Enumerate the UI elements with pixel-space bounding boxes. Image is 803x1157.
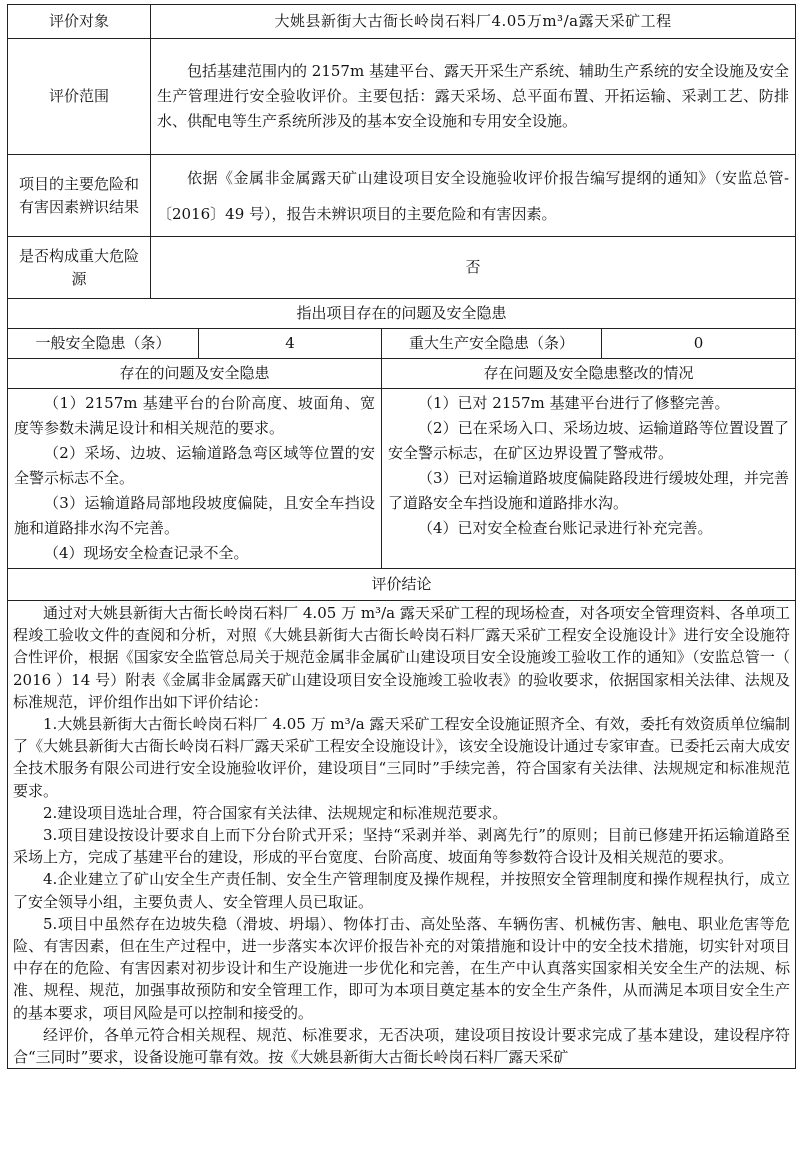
hazards-cell <box>151 155 796 237</box>
general-hazard-count: 4 <box>199 329 382 359</box>
general-hazard-label: 一般安全隐患（条） <box>8 329 199 359</box>
problem-item: （1）2157m 基建平台的台阶高度、坡面角、宽度等参数未满足设计和相关规范的要求。 <box>14 394 375 437</box>
problem-item: （2）采场、边坡、运输道路急弯区域等位置的安全警示标志不全。 <box>14 444 375 487</box>
conclusion-paragraph: 4.企业建立了矿山安全生产责任制、安全生产管理制度及操作规程，并按照安全管理制度和操作规程执行，成立了安全领导小组，主要负责人、安全管理人员已取证。 <box>13 870 791 911</box>
rectify-header: 存在问题及安全隐患整改的情况 <box>382 359 796 389</box>
row-issues-title <box>8 299 796 329</box>
row-major-hazard <box>8 237 796 299</box>
conclusion-paragraph: 经评价，各单元符合相关规程、规范、标准要求，无否决项，建设项目按设计要求完成了基本建设，建设程序符合“三同时”要求，设备设施可靠有效。按《大姚县新街大古衙长岭岗石料厂露天采矿 <box>13 1025 791 1067</box>
problem-item: （4）现场安全检查记录不全。 <box>44 544 249 562</box>
row-conclusion-body <box>8 601 796 1069</box>
eval-object-label: 评价对象 <box>8 5 151 39</box>
problems-list <box>8 389 382 569</box>
problem-item: （3）运输道路局部地段坡度偏陡，且安全车挡设施和道路排水沟不完善。 <box>14 494 375 537</box>
row-eval-object <box>8 5 796 39</box>
major-hazard-label: 是否构成重大危险源 <box>8 237 151 299</box>
major-hazard-count: 0 <box>602 329 796 359</box>
eval-scope-cell <box>151 39 796 155</box>
eval-scope-label: 评价范围 <box>8 39 151 155</box>
rectification-item: （2）已在采场入口、采场边坡、运输道路等位置设置了安全警示标志，在矿区边界设置了警戒带。 <box>388 419 790 462</box>
row-issue-lists <box>8 389 796 569</box>
eval-object-value: 大姚县新街大古衙长岭岗石料厂4.05万m³/a露天采矿工程 <box>151 5 796 39</box>
rectifications-list <box>382 389 796 569</box>
hazards-text: 依据《金属非金属露天矿山建设项目安全设施验收评价报告编写提纲的通知》（安监总管-〔2016〕49 号），报告未辨识项目的主要危险和有害因素。 <box>157 168 790 223</box>
conclusion-paragraph: 通过对大姚县新街大古衙长岭岗石料厂 4.05 万 m³/a 露天采矿工程的现场检查，对各项安全管理资料、各单项工程竣工验收文件的查阅和分析，对照《大姚县新街大古衙长岭岗石料厂露天采矿工程安全设施设计》进行安全设施符合性评价，根据《国家安全监管总局关于规范金属非金属矿山建设项目安全设施竣工验收工作的通知》（安监总管一（ 2016 ）14 号）附表《金属非金属露天矿山建设项目安全设施竣工验收表》的验收要求，依据国家相关法律、法规及标准规范，评价组作出如下评价结论： <box>13 604 791 711</box>
major-hazard-value: 否 <box>151 237 796 299</box>
problems-header: 存在的问题及安全隐患 <box>8 359 382 389</box>
row-eval-scope <box>8 39 796 155</box>
row-issue-counts <box>8 329 796 359</box>
conclusion-paragraph: 1.大姚县新街大古衙长岭岗石料厂 4.05 万 m³/a 露天采矿工程安全设施证照齐全、有效，委托有效资质单位编制了《大姚县新街大古衙长岭岗石料厂露天采矿工程安全设施设计》，该安全设施设计通过专家审查。已委托云南大成安全技术服务有限公司进行安全设施验收评价，建设项目“三同时”手续完善，符合国家有关法律、法规规定和标准规范要求。 <box>13 715 791 800</box>
row-hazards <box>8 155 796 237</box>
issues-section-title: 指出项目存在的问题及安全隐患 <box>8 299 796 329</box>
major-hazard-count-label: 重大生产安全隐患（条） <box>382 329 602 359</box>
row-conclusion-title <box>8 569 796 601</box>
conclusion-body <box>8 601 796 1069</box>
conclusion-paragraph: 2.建设项目选址合理，符合国家有关法律、法规规定和标准规范要求。 <box>43 803 508 822</box>
rectification-item: （3）已对运输道路坡度偏陡路段进行缓坡处理，并完善了道路安全车挡设施和道路排水沟。 <box>388 469 790 512</box>
rectification-item: （1）已对 2157m 基建平台进行了修整完善。 <box>418 394 730 412</box>
eval-scope-text: 包括基建范围内的 2157m 基建平台、露天开采生产系统、辅助生产系统的安全设施及安全生产管理进行安全验收评价。主要包括：露天采场、总平面布置、开拓运输、采剥工艺、防排水、供配电等生产系统所涉及的基本安全设施和专用安全设施。 <box>157 62 790 130</box>
conclusion-title: 评价结论 <box>8 569 796 601</box>
rectification-item: （4）已对安全检查台账记录进行补充完善。 <box>418 519 713 537</box>
conclusion-paragraph: 3.项目建设按设计要求自上而下分台阶式开采；坚持“采剥并举、剥离先行”的原则；目前已修建开拓运输道路至采场上方，完成了基建平台的建设，形成的平台宽度、台阶高度、坡面角等参数符合设计及相关规范的要求。 <box>13 826 791 867</box>
conclusion-paragraph: 5.项目中虽然存在边坡失稳（滑坡、坍塌）、物体打击、高处坠落、车辆伤害、机械伤害、触电、职业危害等危险、有害因素，但在生产过程中，进一步落实本次评价报告补充的对策措施和设计中的安全技术措施，切实针对项目中存在的危险、有害因素对初步设计和生产设施进一步优化和完善，在生产中认真落实国家相关安全生产的法规、标准、规程、规范，加强事故预防和安全管理工作，即可为本项目奠定基本的安全生产条件，从而满足本项目安全生产的基本要求，项目风险是可以控制和接受的。 <box>13 914 791 1022</box>
evaluation-table <box>7 4 796 1069</box>
hazards-label: 项目的主要危险和有害因素辨识结果 <box>8 155 151 237</box>
row-issue-headers <box>8 359 796 389</box>
